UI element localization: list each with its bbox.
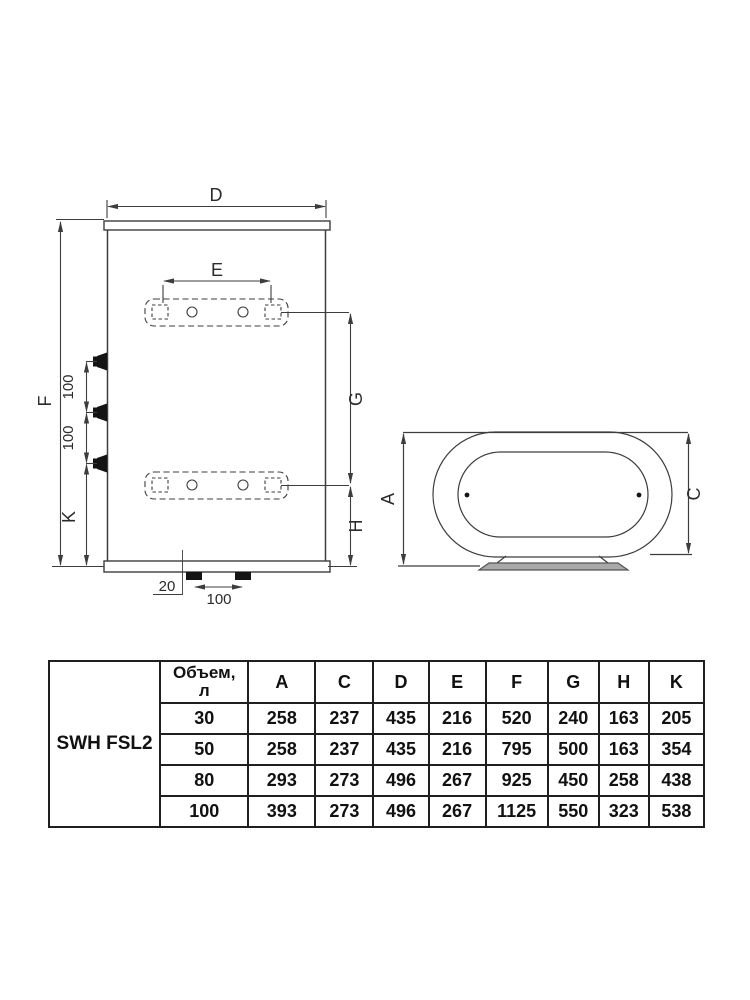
lower-mounting-bracket	[145, 472, 349, 499]
bottom-offset-label: 20	[158, 578, 176, 595]
table-cell: 925	[486, 765, 548, 796]
front-view	[35, 185, 366, 608]
table-cell: 273	[315, 765, 373, 796]
dim-g	[346, 314, 366, 483]
volume-header	[160, 661, 248, 703]
table-cell: 496	[373, 796, 428, 827]
dim-k-label: K	[59, 510, 79, 524]
col-header-a: A	[248, 661, 315, 703]
table-cell: 435	[373, 734, 428, 765]
table-cell: 795	[486, 734, 548, 765]
dim-e-label: E	[210, 260, 224, 280]
dim-e	[163, 260, 271, 303]
table-cell: 267	[429, 796, 486, 827]
dimensions-table	[48, 660, 705, 828]
table-cell: 435	[373, 703, 428, 734]
volume-cell: 30	[160, 703, 248, 734]
stand-base	[479, 556, 628, 570]
table-cell: 258	[248, 734, 315, 765]
side-view	[378, 432, 704, 570]
volume-cell: 50	[160, 734, 248, 765]
dim-h-label: H	[346, 519, 366, 533]
table-cell: 393	[248, 796, 315, 827]
table-cell: 273	[315, 796, 373, 827]
right-mark	[637, 493, 642, 498]
table-cell: 240	[548, 703, 599, 734]
col-header-c: C	[315, 661, 373, 703]
bottom-fittings	[153, 550, 251, 608]
table-cell: 267	[429, 765, 486, 796]
table-cell: 163	[599, 703, 649, 734]
table-cell: 258	[248, 703, 315, 734]
inner-shell	[458, 452, 648, 537]
model-cell: SWH FSL2	[49, 661, 160, 827]
table-cell: 354	[649, 734, 704, 765]
dim-d-label: D	[209, 185, 223, 205]
upper-mounting-bracket	[145, 299, 349, 326]
table-cell: 438	[649, 765, 704, 796]
volume-header-line1: Объем,	[173, 662, 236, 682]
table-cell: 258	[599, 765, 649, 796]
col-header-e: E	[429, 661, 486, 703]
table-cell: 237	[315, 734, 373, 765]
nozzle-spacing-dims	[60, 362, 97, 464]
nozzle-spacing-2-label: 100	[60, 425, 77, 451]
dim-c-label: C	[684, 487, 704, 501]
bottom-cap	[104, 561, 330, 572]
dim-d	[107, 185, 326, 218]
col-header-f: F	[486, 661, 548, 703]
table-cell: 520	[486, 703, 548, 734]
top-cap	[104, 221, 330, 230]
dim-a-label: A	[378, 492, 398, 506]
left-mark	[465, 493, 470, 498]
col-header-d: D	[373, 661, 428, 703]
col-header-k: K	[649, 661, 704, 703]
dim-g-label: G	[346, 391, 366, 407]
table-cell: 216	[429, 734, 486, 765]
volume-header-line2: л	[198, 681, 210, 700]
volume-cell: 100	[160, 796, 248, 827]
table-cell: 1125	[486, 796, 548, 827]
dim-f-label: F	[35, 395, 55, 407]
table-cell: 500	[548, 734, 599, 765]
table-cell: 237	[315, 703, 373, 734]
volume-cell: 80	[160, 765, 248, 796]
col-header-h: H	[599, 661, 649, 703]
table-cell: 323	[599, 796, 649, 827]
table-cell: 205	[649, 703, 704, 734]
table-cell: 550	[548, 796, 599, 827]
nozzle-spacing-1-label: 100	[60, 374, 77, 400]
table-cell: 496	[373, 765, 428, 796]
table-cell: 450	[548, 765, 599, 796]
table-cell: 163	[599, 734, 649, 765]
dim-h	[328, 487, 366, 567]
table-cell: 216	[429, 703, 486, 734]
bottom-pitch-label: 100	[206, 591, 232, 608]
dim-k	[59, 465, 87, 566]
col-header-g: G	[548, 661, 599, 703]
dim-c	[650, 434, 704, 555]
table-cell: 293	[248, 765, 315, 796]
table-cell: 538	[649, 796, 704, 827]
